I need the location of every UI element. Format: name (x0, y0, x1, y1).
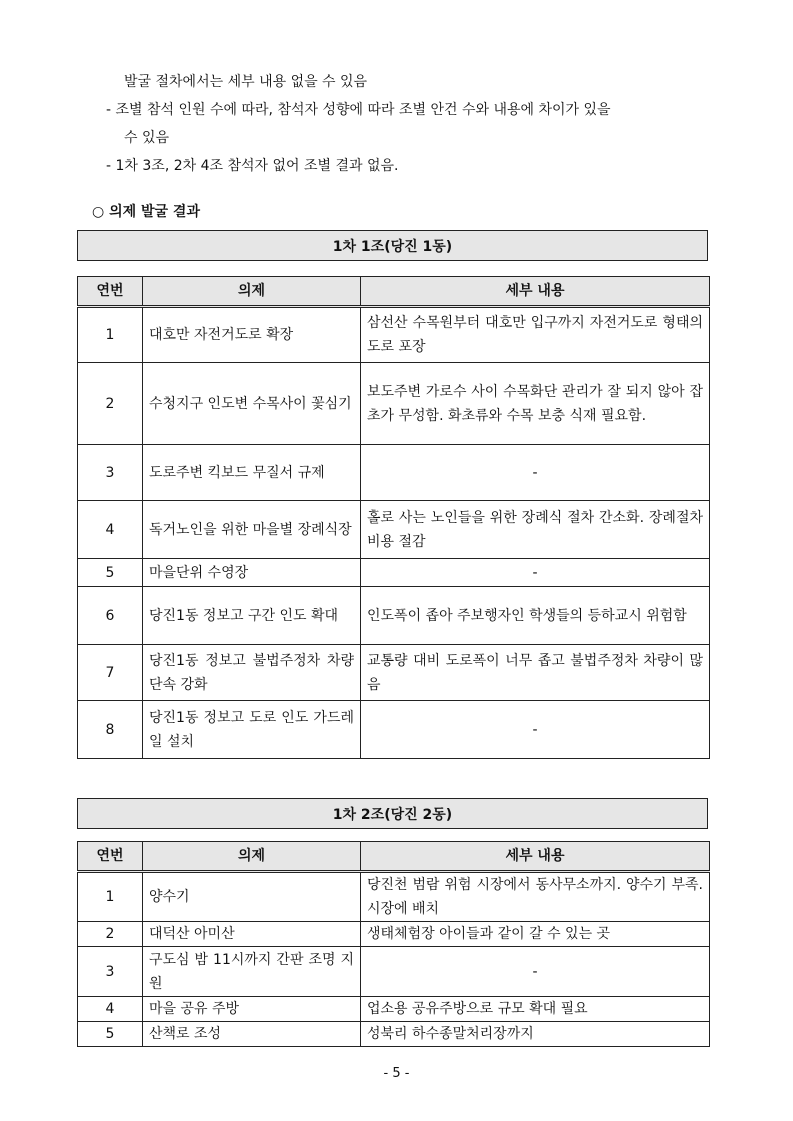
row-topic: 당진1동 정보고 도로 인도 가드레일 설치 (143, 701, 361, 759)
intro-line-1: 발굴 절차에서는 세부 내용 없을 수 있음 (124, 74, 368, 90)
col-header-topic: 의제 (143, 277, 361, 307)
table2-caption: 1차 2조(당진 2동) (77, 798, 708, 829)
row-topic: 구도심 밤 11시까지 간판 조명 지원 (143, 947, 361, 997)
section-title: ○ 의제 발굴 결과 (92, 204, 200, 220)
intro-line-4: - 1차 3조, 2차 4조 참석자 없어 조별 결과 없음. (106, 158, 399, 174)
table-header-row (78, 842, 710, 872)
table-header-row (78, 277, 710, 307)
intro-notes (106, 68, 726, 180)
row-topic: 양수기 (143, 872, 361, 922)
table-row (78, 997, 710, 1022)
row-detail: 보도주변 가로수 사이 수목화단 관리가 잘 되지 않아 잡초가 무성함. 화초류와 수목 보충 식재 필요함. (361, 363, 710, 445)
row-detail: 인도폭이 좁아 주보행자인 학생들의 등하교시 위험함 (361, 587, 710, 645)
table-row (78, 645, 710, 701)
row-topic: 대덕산 아미산 (143, 922, 361, 947)
table-row (78, 501, 710, 559)
row-detail: 업소용 공유주방으로 규모 확대 필요 (361, 997, 710, 1022)
row-no: 4 (78, 501, 143, 559)
row-topic: 당진1동 정보고 구간 인도 확대 (143, 587, 361, 645)
col-header-detail: 세부 내용 (361, 842, 710, 872)
col-header-no: 연번 (78, 277, 143, 307)
col-header-no: 연번 (78, 842, 143, 872)
row-detail: 성북리 하수종말처리장까지 (361, 1022, 710, 1047)
row-no: 7 (78, 645, 143, 701)
row-no: 1 (78, 307, 143, 363)
row-detail: - (361, 947, 710, 997)
table-row (78, 587, 710, 645)
row-no: 4 (78, 997, 143, 1022)
table-row (78, 445, 710, 501)
col-header-topic: 의제 (143, 842, 361, 872)
table-row (78, 1022, 710, 1047)
row-no: 3 (78, 947, 143, 997)
row-topic: 산책로 조성 (143, 1022, 361, 1047)
table-row (78, 922, 710, 947)
row-topic: 마을 공유 주방 (143, 997, 361, 1022)
row-topic: 당진1동 정보고 불법주정차 차량 단속 강화 (143, 645, 361, 701)
intro-line-2: - 조별 참석 인원 수에 따라, 참석자 성향에 따라 조별 안건 수와 내용에 차이가 있을 (106, 102, 611, 118)
col-header-detail: 세부 내용 (361, 277, 710, 307)
row-topic: 수청지구 인도변 수목사이 꽃심기 (143, 363, 361, 445)
page-number: - 5 - (383, 1066, 410, 1081)
agenda-table-1 (77, 276, 710, 759)
row-no: 5 (78, 1022, 143, 1047)
row-topic: 마을단위 수영장 (143, 559, 361, 587)
agenda-table-2 (77, 841, 710, 1047)
table-row (78, 363, 710, 445)
table-row (78, 872, 710, 922)
row-no: 3 (78, 445, 143, 501)
row-detail: - (361, 701, 710, 759)
table-row (78, 559, 710, 587)
row-no: 2 (78, 363, 143, 445)
table-row (78, 307, 710, 363)
row-detail: - (361, 445, 710, 501)
row-no: 5 (78, 559, 143, 587)
table-row (78, 701, 710, 759)
row-no: 2 (78, 922, 143, 947)
row-detail: 당진천 범람 위험 시장에서 동사무소까지. 양수기 부족. 시장에 배치 (361, 872, 710, 922)
row-no: 6 (78, 587, 143, 645)
row-topic: 독거노인을 위한 마을별 장례식장 (143, 501, 361, 559)
intro-line-3: 수 있음 (124, 130, 170, 146)
row-detail: 홀로 사는 노인들을 위한 장례식 절차 간소화. 장례절차 비용 절감 (361, 501, 710, 559)
row-detail: 삼선산 수목원부터 대호만 입구까지 자전거도로 형태의 도로 포장 (361, 307, 710, 363)
row-detail: 생태체험장 아이들과 같이 갈 수 있는 곳 (361, 922, 710, 947)
row-detail: 교통량 대비 도로폭이 너무 좁고 불법주정차 차량이 많음 (361, 645, 710, 701)
table-row (78, 947, 710, 997)
row-no: 8 (78, 701, 143, 759)
row-topic: 도로주변 킥보드 무질서 규제 (143, 445, 361, 501)
row-topic: 대호만 자전거도로 확장 (143, 307, 361, 363)
table1-caption: 1차 1조(당진 1동) (77, 230, 708, 261)
row-detail: - (361, 559, 710, 587)
row-no: 1 (78, 872, 143, 922)
